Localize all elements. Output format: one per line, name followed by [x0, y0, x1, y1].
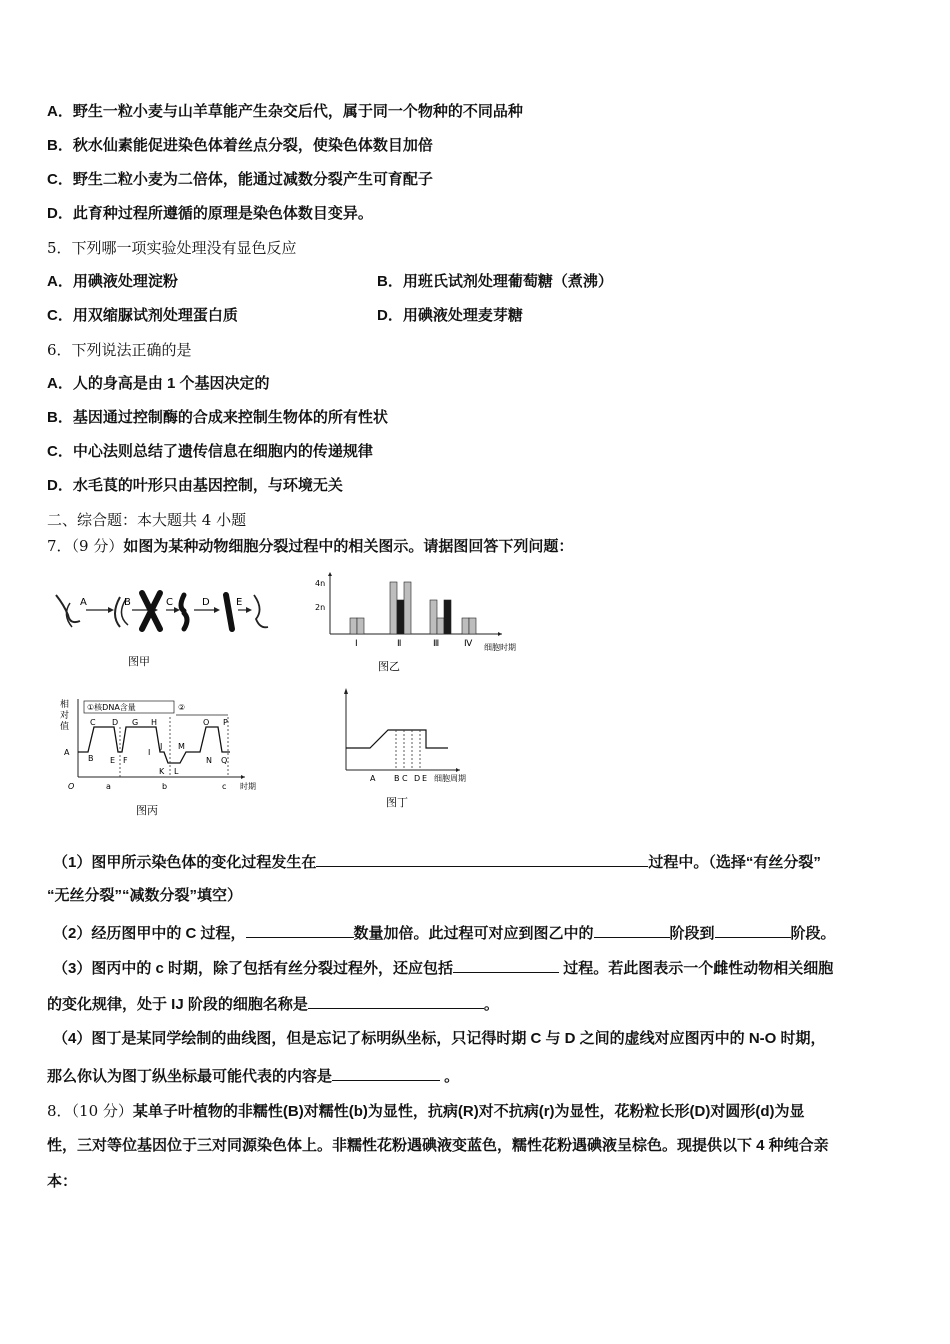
figure-caption: 图乙	[378, 660, 400, 673]
q7-part3-cont: 的变化规律，处于 IJ 阶段的细胞名称是 。	[47, 993, 499, 1015]
x-axis-title: 细胞时期	[484, 643, 516, 652]
q7-stem: 7．（9 分）如图为某种动物细胞分裂过程中的相关图示。请据图回答下列问题：	[47, 537, 574, 555]
figure-yi	[312, 572, 542, 682]
bar	[469, 618, 476, 634]
figure-caption: 图甲	[128, 655, 150, 668]
svg-text:D: D	[112, 718, 119, 727]
svg-text:N: N	[206, 756, 212, 765]
q8-stem-line2: 性，三对等位基因位于三对同源染色体上。非糯性花粉遇碘液变蓝色，糯性花粉遇碘液呈棕色。现提供以下 4 种纯合亲	[47, 1137, 829, 1154]
stage-label: B	[124, 597, 131, 608]
chromosome-stage-b	[115, 597, 120, 627]
bar	[390, 582, 397, 634]
x-label: Ⅲ	[433, 639, 440, 649]
q7-part4: （4）图丁是某同学绘制的曲线图，但是忘记了标明纵坐标，只记得时期 C 与 D 之间的虚线对应图丙中的 N-O 时期，	[53, 1030, 826, 1047]
q6-option-c: C．中心法则总结了遗传信息在细胞内的传递规律	[47, 443, 373, 460]
svg-text:H: H	[151, 718, 158, 727]
q7-part1: （1）图甲所示染色体的变化过程发生在 过程中。（选择“有丝分裂”	[53, 851, 821, 873]
x-label: Ⅰ	[355, 639, 358, 649]
chromosome-stage-c	[142, 593, 160, 629]
bar	[350, 618, 357, 634]
svg-text:值: 值	[60, 722, 70, 732]
x-axis-title: 时期	[240, 782, 256, 791]
chromosome-stage-e	[226, 595, 232, 629]
q6-option-a: A．人的身高是由 1 个基因决定的	[47, 375, 270, 392]
section-title: 二、综合题：本大题共 4 小题	[47, 511, 247, 529]
svg-text:B: B	[394, 774, 400, 783]
q4-option-b: B．秋水仙素能促进染色体着丝点分裂，使染色体数目加倍	[47, 137, 433, 154]
svg-text:E: E	[422, 774, 428, 783]
answer-blank[interactable]	[594, 922, 670, 938]
stage-label: A	[80, 597, 87, 608]
q8-stem-line3: 本：	[47, 1173, 78, 1190]
q6-stem: 6．下列说法正确的是	[47, 341, 192, 359]
answer-blank[interactable]	[332, 1065, 440, 1081]
figure-jia	[50, 585, 280, 675]
q5-option-a: A．用碘液处理淀粉	[47, 273, 178, 290]
q5-option-c: C．用双缩脲试剂处理蛋白质	[47, 307, 238, 324]
q6-option-b: B．基因通过控制酶的合成来控制生物体的所有性状	[47, 409, 388, 426]
svg-text:C: C	[402, 774, 408, 783]
bar	[430, 600, 437, 634]
svg-text:O: O	[68, 782, 75, 791]
q4-option-c: C．野生二粒小麦为二倍体，能通过减数分裂产生可育配子	[47, 171, 433, 188]
svg-text:K: K	[159, 767, 165, 776]
svg-text:c: c	[222, 782, 227, 791]
svg-text:C: C	[90, 718, 96, 727]
svg-text:D: D	[414, 774, 421, 783]
answer-blank[interactable]	[246, 922, 354, 938]
x-axis-title: 细胞周期	[434, 774, 466, 783]
figure-bing	[60, 697, 270, 822]
answer-blank[interactable]	[308, 993, 484, 1009]
bar	[357, 618, 364, 634]
svg-text:B: B	[88, 754, 94, 763]
bar	[404, 582, 411, 634]
svg-text:b: b	[162, 782, 168, 791]
q5-options-row1	[47, 272, 178, 292]
q7-part4-cont: 那么你认为图丁纵坐标最可能代表的内容是 。	[47, 1065, 459, 1087]
q8-stem: 8．（10 分）某单子叶植物的非糯性(B)对糯性(b)为显性，抗病(R)对不抗病(r)为显性，花粉粒长形(D)对圆形(d)为显	[47, 1102, 805, 1120]
stage-label: C	[166, 597, 173, 608]
svg-text:A: A	[370, 774, 376, 783]
bar	[397, 600, 404, 634]
svg-text:I: I	[148, 748, 151, 757]
svg-text:Q: Q	[221, 756, 228, 765]
answer-blank[interactable]	[715, 922, 791, 938]
q4-option-d: D．此育种过程所遵循的原理是染色体数目变异。	[47, 205, 373, 222]
svg-text:O: O	[203, 718, 210, 727]
q5-stem: 5．下列哪一项实验处理没有显色反应	[47, 239, 297, 257]
svg-text:a: a	[106, 782, 111, 791]
bar	[462, 618, 469, 634]
q7-part2: （2）经历图甲中的 C 过程， 数量加倍。此过程可对应到图乙中的 阶段到 阶段。	[53, 922, 836, 944]
svg-text:P: P	[223, 718, 228, 727]
y-tick: 4n	[315, 579, 326, 588]
svg-text:F: F	[123, 756, 128, 765]
q6-option-d: D．水毛茛的叶形只由基因控制，与环境无关	[47, 477, 343, 494]
stage-label: E	[236, 597, 243, 608]
curve2-label: ②	[178, 703, 186, 712]
svg-text:M: M	[178, 742, 185, 751]
figure-caption: 图丙	[136, 804, 158, 817]
q5-option-d: D．用碘液处理麦芽糖	[377, 307, 523, 324]
curve1-label: ①核DNA含量	[87, 703, 136, 712]
bar	[444, 600, 451, 634]
bar	[437, 618, 444, 634]
svg-text:E: E	[110, 756, 116, 765]
q5-option-b: B．用班氏试剂处理葡萄糖（煮沸）	[377, 273, 613, 290]
chromosome-stage-d	[181, 595, 187, 629]
ding-curve	[346, 730, 448, 748]
svg-text:L: L	[174, 767, 179, 776]
figure-ding	[340, 688, 490, 813]
svg-text:A: A	[64, 748, 70, 757]
stage-label: D	[202, 597, 210, 608]
svg-text:J: J	[160, 742, 163, 751]
svg-text:G: G	[132, 718, 139, 727]
q7-part3: （3）图丙中的 c 时期，除了包括有丝分裂过程外，还应包括 过程。若此图表示一个雌性动物相关细胞	[53, 957, 833, 979]
figure-caption: 图丁	[386, 796, 408, 809]
y-tick: 2n	[315, 603, 326, 612]
q4-option-a: A．野生一粒小麦与山羊草能产生杂交后代，属于同一个物种的不同品种	[47, 103, 523, 120]
svg-text:对: 对	[60, 711, 70, 721]
x-label: Ⅳ	[464, 639, 473, 649]
q7-part1-cont: “无丝分裂”“减数分裂”填空）	[47, 887, 243, 904]
x-label: Ⅱ	[397, 639, 402, 649]
answer-blank[interactable]	[453, 957, 559, 973]
y-axis-title: 相	[60, 700, 70, 710]
answer-blank[interactable]	[316, 851, 648, 867]
